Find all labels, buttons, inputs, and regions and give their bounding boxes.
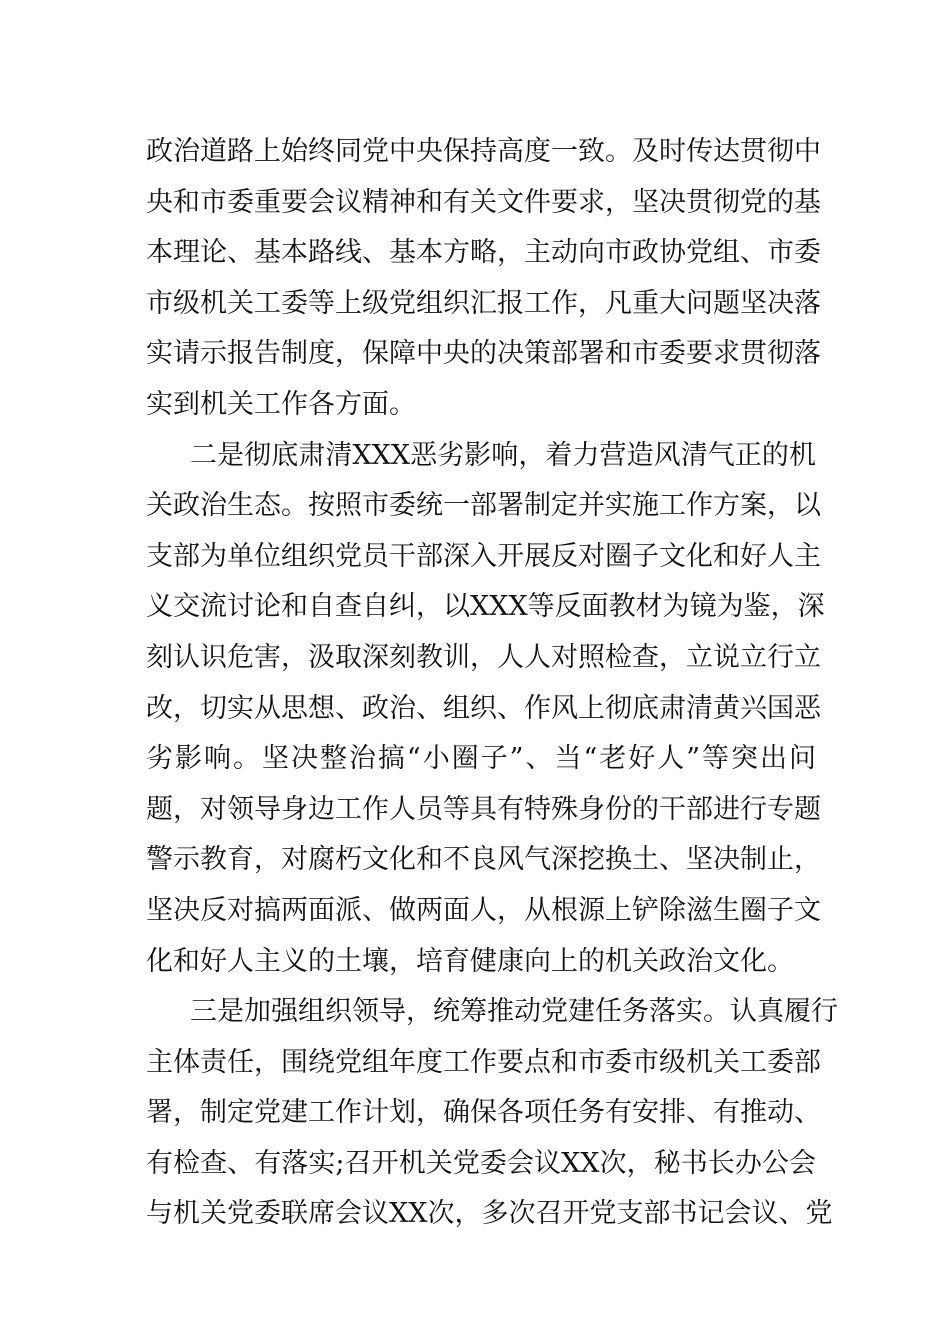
text-line: 刻认识危害，汲取深刻教训，人人对照检查，立说立行立 — [146, 641, 821, 673]
text-line: 有检查、有落实;召开机关党委会议XX次，秘书长办公会 — [146, 1147, 816, 1179]
text-line: 政治道路上始终同党中央保持高度一致。及时传达贯彻中 — [146, 136, 821, 167]
text-line: 本理论、基本路线、基本方略，主动向市政协党组、市委 — [146, 237, 821, 269]
text-line: 央和市委重要会议精神和有关文件要求，坚决贯彻党的基 — [146, 186, 821, 218]
text-line: 与机关党委联席会议XX次，多次召开党支部书记会议、党 — [146, 1198, 833, 1230]
text-line: 化和好人主义的土壤，培育健康向上的机关政治文化。 — [146, 945, 794, 977]
paragraph-start-line: 二是彻底肃清XXX恶劣影响，着力营造风清气正的机 — [190, 439, 816, 471]
text-line: 实到机关工作各方面。 — [146, 388, 416, 420]
body-text — [146, 127, 838, 1240]
paragraph-start-line: 三是加强组织领导，统筹推动党建任务落实。认真履行 — [190, 996, 838, 1028]
text-line: 主体责任，围绕党组年度工作要点和市委市级机关工委部 — [146, 1046, 821, 1078]
text-line: 题，对领导身边工作人员等具有特殊身份的干部进行专题 — [146, 793, 821, 825]
text-line: 关政治生态。按照市委统一部署制定并实施工作方案，以 — [146, 490, 821, 522]
text-line: 支部为单位组织党员干部深入开展反对圈子文化和好人主 — [146, 540, 821, 572]
text-line: 市级机关工委等上级党组织汇报工作，凡重大问题坚决落 — [146, 287, 821, 319]
text-line: 署，制定党建工作计划，确保各项任务有安排、有推动、 — [146, 1097, 821, 1129]
text-line: 劣影响。坚决整治搞“小圈子”、当“老好人”等突出问 — [146, 743, 816, 775]
text-line: 义交流讨论和自查自纠，以XXX等反面教材为镜为鉴，深 — [146, 591, 825, 623]
text-line: 警示教育，对腐朽文化和不良风气深挖换土、坚决制止， — [146, 844, 821, 876]
text-line: 实请示报告制度，保障中央的决策部署和市委要求贯彻落 — [146, 338, 821, 370]
text-line: 改，切实从思想、政治、组织、作风上彻底肃清黄兴国恶 — [146, 692, 821, 724]
text-line: 坚决反对搞两面派、做两面人，从根源上铲除滋生圈子文 — [146, 894, 821, 926]
